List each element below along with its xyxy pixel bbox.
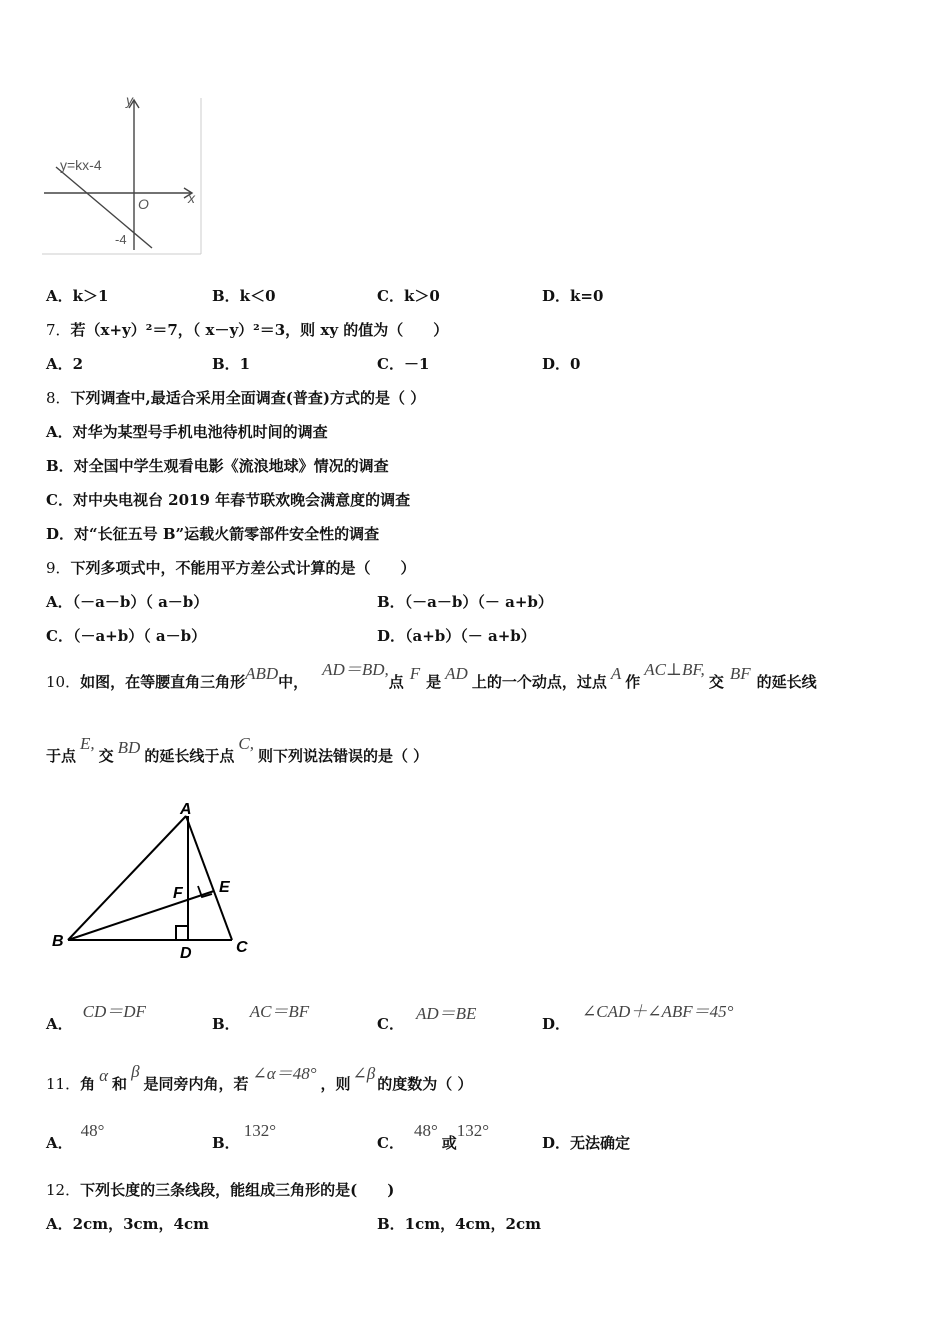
origin-label: O: [138, 196, 149, 212]
linear-function-graph: [40, 92, 205, 257]
question-number: 10．: [46, 673, 81, 691]
question-number: 7．: [46, 321, 71, 339]
question-number: 8．: [46, 389, 71, 407]
option-label: B．: [212, 1015, 240, 1033]
option-label: C．: [377, 1015, 404, 1033]
math-expression: AD＝BD,: [322, 660, 389, 679]
option-label: A．: [46, 1015, 73, 1033]
y-axis-label: y: [126, 92, 133, 108]
text-fragment: 交: [98, 747, 114, 765]
math-expression: β: [131, 1062, 140, 1081]
math-expression: CD＝DF: [82, 1002, 146, 1021]
label-e: E: [219, 879, 230, 896]
text-fragment: 如图，在等腰直角三角形: [80, 673, 246, 691]
x-axis-label: x: [188, 190, 195, 206]
question-8: [46, 388, 425, 408]
option-label: D．: [542, 1015, 571, 1033]
question-text: 若（x+y）²＝7，（ x－y）²＝3，则 xy 的值为（ ）: [70, 321, 449, 339]
text-fragment: 则下列说法错误的是（ ）: [257, 747, 429, 765]
q11-option-c: [377, 1121, 490, 1153]
q8-option-a: A．对华为某型号手机电池待机时间的调查: [46, 423, 328, 441]
math-expression: ∠CAD＋∠ABF＝45°: [582, 1002, 734, 1021]
math-expression: 132°: [456, 1121, 490, 1140]
q7-option-c: C．－1: [377, 355, 430, 373]
triangle-figure: [44, 800, 264, 970]
question-number: 12．: [46, 1181, 81, 1199]
question-text: 下列调查中,最适合采用全面调查(普查)方式的是（ ）: [70, 389, 426, 407]
math-expression: α: [99, 1066, 109, 1085]
q10-option-c: [377, 1004, 477, 1034]
text-fragment: 角: [80, 1075, 96, 1093]
line-label: y=kx-4: [60, 157, 102, 173]
math-expression: BD: [117, 738, 141, 757]
text-fragment: 和: [112, 1075, 128, 1093]
question-10-line-2: [46, 734, 429, 766]
q6-option-b: B．k＜0: [212, 287, 276, 305]
q7-option-d: D．0: [542, 355, 581, 373]
q6-option-d: D．k=0: [542, 287, 604, 305]
math-expression: ABD: [245, 664, 279, 683]
q12-option-b: B．1cm，4cm，2cm: [377, 1215, 542, 1233]
question-number: 9．: [46, 559, 71, 577]
math-expression: C,: [238, 734, 254, 753]
label-d: D: [180, 945, 192, 962]
math-expression: ∠β: [352, 1064, 376, 1083]
text-fragment: 的延长线: [756, 673, 817, 691]
q7-option-b: B．1: [212, 355, 251, 373]
q6-option-c: C．k＞0: [377, 287, 440, 305]
math-expression: E,: [80, 734, 95, 753]
q6-option-a: A．k＞1: [46, 287, 109, 305]
segment-ab: [68, 816, 186, 940]
q9-option-c: C．（－a+b）（ a－b）: [46, 627, 207, 645]
math-expression: F: [409, 664, 421, 683]
q11-option-b: [212, 1121, 276, 1153]
right-angle-d: [176, 926, 188, 940]
text-fragment: 是: [426, 673, 442, 691]
q9-option-a: A．（－a－b）（ a－b）: [46, 593, 209, 611]
text-fragment: ，则: [320, 1075, 351, 1093]
intercept-label: -4: [115, 232, 127, 247]
question-11: [46, 1062, 473, 1094]
text-fragment: 的度数为（ ）: [377, 1075, 473, 1093]
question-number: 11．: [46, 1075, 81, 1093]
q10-option-d: [542, 1002, 734, 1034]
text-fragment: 交: [708, 673, 724, 691]
q10-option-b: [212, 1002, 310, 1034]
question-12: [46, 1180, 394, 1200]
math-expression: ∠α＝48°: [252, 1064, 317, 1083]
text-fragment: 作: [625, 673, 641, 691]
math-expression: AC⊥BF,: [644, 660, 705, 679]
option-label: C．: [377, 1134, 404, 1152]
q10-option-a: [46, 1002, 146, 1034]
text-fragment: 是同旁内角，若: [143, 1075, 249, 1093]
q11-option-d: [542, 1133, 630, 1153]
q8-option-d: D．对“长征五号 B”运载火箭零部件安全性的调查: [46, 525, 380, 543]
option-label: A．: [46, 1134, 73, 1152]
math-expression: BF: [729, 664, 751, 683]
question-text: 下列多项式中，不能用平方差公式计算的是（ ）: [70, 559, 416, 577]
question-10-line-1: [46, 660, 817, 692]
option-label: D．: [542, 1134, 571, 1152]
q9-option-b: B．（－a－b）（－ a+b）: [377, 593, 553, 611]
math-expression: 48°: [413, 1121, 438, 1140]
segment-be: [68, 891, 214, 940]
question-text: 下列长度的三条线段，能组成三角形的是( ): [80, 1181, 395, 1199]
text-fragment: 中，: [278, 673, 309, 691]
option-text: 无法确定: [570, 1134, 631, 1152]
text-fragment: 的延长线于点: [144, 747, 235, 765]
segment-ac: [186, 816, 232, 940]
label-f: F: [173, 885, 183, 902]
q9-option-d: D．（a+b）（－ a+b）: [377, 627, 536, 645]
math-expression: A: [610, 664, 622, 683]
text-fragment: 或: [441, 1134, 457, 1152]
label-a: A: [180, 801, 192, 818]
q8-option-c: C．对中央电视台 2019 年春节联欢晚会满意度的调查: [46, 491, 411, 509]
q7-option-a: A．2: [46, 355, 84, 373]
text-fragment: 点: [388, 673, 404, 691]
math-expression: AD: [445, 664, 468, 683]
math-expression: 132°: [243, 1121, 276, 1140]
text-fragment: 上的一个动点，过点: [471, 673, 607, 691]
math-expression: AC＝BF: [249, 1002, 310, 1021]
text-fragment: 于点: [46, 747, 77, 765]
label-c: C: [236, 939, 248, 956]
question-7: [46, 320, 448, 340]
math-expression: AD＝BE: [415, 1004, 477, 1023]
question-9: [46, 558, 416, 578]
q12-option-a: A．2cm，3cm，4cm: [46, 1215, 209, 1233]
option-label: B．: [212, 1134, 240, 1152]
q11-option-a: [46, 1121, 105, 1153]
label-b: B: [52, 933, 64, 950]
q8-option-b: B．对全国中学生观看电影《流浪地球》情况的调查: [46, 457, 389, 475]
math-expression: 48°: [80, 1121, 105, 1140]
